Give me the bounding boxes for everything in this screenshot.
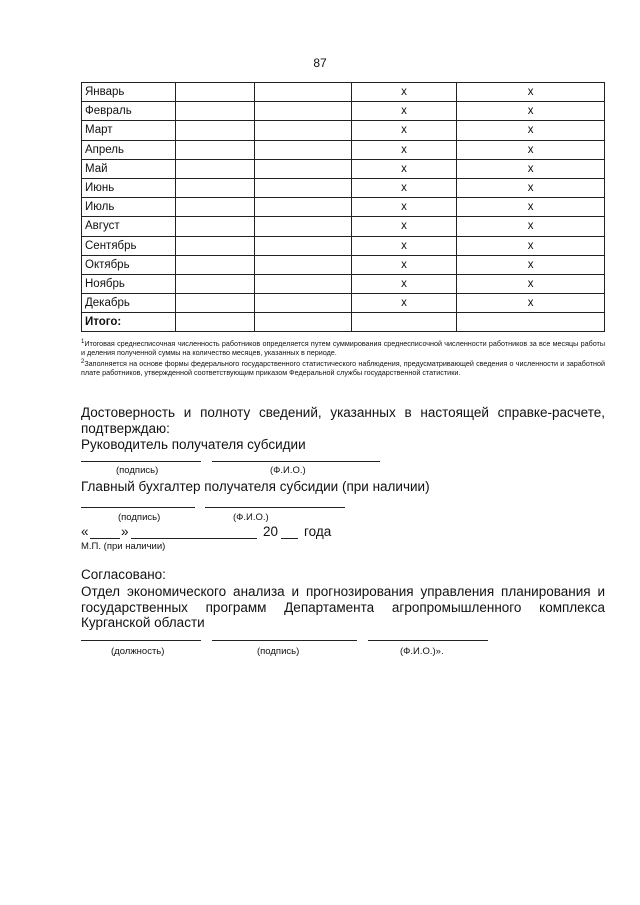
row-label: Март bbox=[82, 121, 176, 140]
cell-mark: x bbox=[351, 140, 456, 159]
accountant-fio-line[interactable] bbox=[205, 507, 345, 508]
agreed-sign-line[interactable] bbox=[212, 640, 357, 641]
cell-mark: x bbox=[351, 236, 456, 255]
row-label: Ноябрь bbox=[82, 274, 176, 293]
cell-mark: x bbox=[457, 159, 605, 178]
cell-mark: x bbox=[351, 83, 456, 102]
row-label: Май bbox=[82, 159, 176, 178]
cell-empty bbox=[255, 140, 352, 159]
cell-empty bbox=[176, 121, 255, 140]
agreed-fio-label: (Ф.И.О.)». bbox=[400, 646, 444, 657]
cell-empty bbox=[255, 236, 352, 255]
date-quote-open: « bbox=[81, 524, 89, 539]
cell-mark: x bbox=[351, 294, 456, 313]
date-year-suffix: года bbox=[304, 524, 332, 539]
cell-empty bbox=[255, 102, 352, 121]
cell-mark: x bbox=[351, 255, 456, 274]
cell-mark: x bbox=[457, 102, 605, 121]
cell-empty bbox=[176, 217, 255, 236]
agreed-line-3: Курганской области bbox=[81, 615, 205, 630]
table-row bbox=[82, 217, 605, 236]
accountant-fio-label: (Ф.И.О.) bbox=[233, 512, 269, 523]
cell-mark: x bbox=[351, 159, 456, 178]
cell-empty bbox=[255, 83, 352, 102]
cell-mark: x bbox=[351, 198, 456, 217]
table-row bbox=[82, 159, 605, 178]
cell-mark: x bbox=[351, 121, 456, 140]
row-label: Июнь bbox=[82, 178, 176, 197]
page-number: 87 bbox=[313, 56, 327, 70]
head-title: Руководитель получателя субсидии bbox=[81, 437, 306, 452]
head-sign-line[interactable] bbox=[81, 461, 201, 462]
agreed-sign-label: (подпись) bbox=[257, 646, 300, 657]
row-label: Итого: bbox=[82, 313, 176, 332]
cell-mark: x bbox=[351, 102, 456, 121]
footnote-1: $^1$Итоговая среднесписочная численность работников определяется путем суммирования среднесписочной численности работников за все месяцы работы и деления полученной суммы на количество месяцев, указанных в периоде. bbox=[81, 339, 605, 358]
stamp-label: М.П. (при наличии) bbox=[81, 541, 166, 552]
table-row bbox=[82, 294, 605, 313]
head-sign-label: (подпись) bbox=[116, 465, 159, 476]
row-label: Октябрь bbox=[82, 255, 176, 274]
cell-empty bbox=[255, 313, 352, 332]
cell-mark: x bbox=[457, 274, 605, 293]
date-year-prefix: 20 bbox=[263, 524, 279, 539]
cell-mark: x bbox=[457, 83, 605, 102]
table-row bbox=[82, 255, 605, 274]
table-row bbox=[82, 198, 605, 217]
table-row bbox=[82, 313, 605, 332]
cell-empty bbox=[255, 294, 352, 313]
row-label: Июль bbox=[82, 198, 176, 217]
accountant-title: Главный бухгалтер получателя субсидии (при наличии) bbox=[81, 479, 430, 494]
cell-mark: x bbox=[351, 178, 456, 197]
date-month-line[interactable] bbox=[131, 538, 257, 539]
agreed-position-label: (должность) bbox=[111, 646, 165, 657]
row-label: Сентябрь bbox=[82, 236, 176, 255]
cell-empty bbox=[176, 159, 255, 178]
agreed-line-1: Отдел экономического анализа и прогнозирования управления планирования и bbox=[81, 584, 605, 599]
cell-empty bbox=[176, 236, 255, 255]
table-row bbox=[82, 274, 605, 293]
head-fio-label: (Ф.И.О.) bbox=[270, 465, 306, 476]
agreed-title: Согласовано: bbox=[81, 567, 166, 582]
cell-empty bbox=[176, 274, 255, 293]
cell-mark: x bbox=[457, 236, 605, 255]
cell-mark bbox=[351, 313, 456, 332]
cell-mark: x bbox=[351, 217, 456, 236]
accountant-sign-line[interactable] bbox=[81, 507, 195, 508]
cell-empty bbox=[176, 178, 255, 197]
cell-empty bbox=[255, 121, 352, 140]
cell-mark: x bbox=[457, 217, 605, 236]
cell-mark: x bbox=[457, 198, 605, 217]
table-row bbox=[82, 102, 605, 121]
row-label: Январь bbox=[82, 83, 176, 102]
footnotes bbox=[81, 339, 605, 378]
cell-mark: x bbox=[457, 121, 605, 140]
table-row bbox=[82, 140, 605, 159]
cell-empty bbox=[176, 102, 255, 121]
agreed-position-line[interactable] bbox=[81, 640, 201, 641]
cell-mark: x bbox=[351, 274, 456, 293]
table-row bbox=[82, 83, 605, 102]
row-label: Апрель bbox=[82, 140, 176, 159]
cell-empty bbox=[255, 274, 352, 293]
cell-empty bbox=[176, 140, 255, 159]
cell-empty bbox=[176, 83, 255, 102]
cell-empty bbox=[255, 198, 352, 217]
row-label: Декабрь bbox=[82, 294, 176, 313]
accountant-sign-label: (подпись) bbox=[118, 512, 161, 523]
cell-empty bbox=[255, 159, 352, 178]
head-fio-line[interactable] bbox=[212, 461, 380, 462]
agreed-line-2: государственных программ Департамента агропромышленного комплекса bbox=[81, 600, 605, 615]
date-quote-close: » bbox=[121, 524, 129, 539]
cell-empty bbox=[176, 313, 255, 332]
cell-empty bbox=[255, 255, 352, 274]
cell-empty bbox=[255, 217, 352, 236]
cell-mark: x bbox=[457, 255, 605, 274]
cell-empty bbox=[176, 198, 255, 217]
table-row bbox=[82, 236, 605, 255]
table-row bbox=[82, 121, 605, 140]
cell-empty bbox=[255, 178, 352, 197]
cell-mark: x bbox=[457, 178, 605, 197]
cell-mark: x bbox=[457, 140, 605, 159]
confirm-line-2: подтверждаю: bbox=[81, 421, 170, 436]
date-year-line[interactable] bbox=[281, 538, 298, 539]
cell-empty bbox=[176, 255, 255, 274]
cell-mark bbox=[457, 313, 605, 332]
cell-empty bbox=[176, 294, 255, 313]
row-label: Февраль bbox=[82, 102, 176, 121]
confirm-line-1: Достоверность и полноту сведений, указанных в настоящей справке-расчете, bbox=[81, 405, 605, 420]
agreed-fio-line[interactable] bbox=[368, 640, 488, 641]
table-row bbox=[82, 178, 605, 197]
row-label: Август bbox=[82, 217, 176, 236]
footnote-2: $^2$Заполняется на основе формы федерального государственного статистического наблюдения, предусматривающей сведения о численности и заработной плате работников, утвержденной соответствующим приказом Федеральной службы государственной статистики. bbox=[81, 358, 605, 378]
date-day-line[interactable] bbox=[90, 538, 120, 539]
cell-mark: x bbox=[457, 294, 605, 313]
monthly-table bbox=[81, 82, 605, 332]
